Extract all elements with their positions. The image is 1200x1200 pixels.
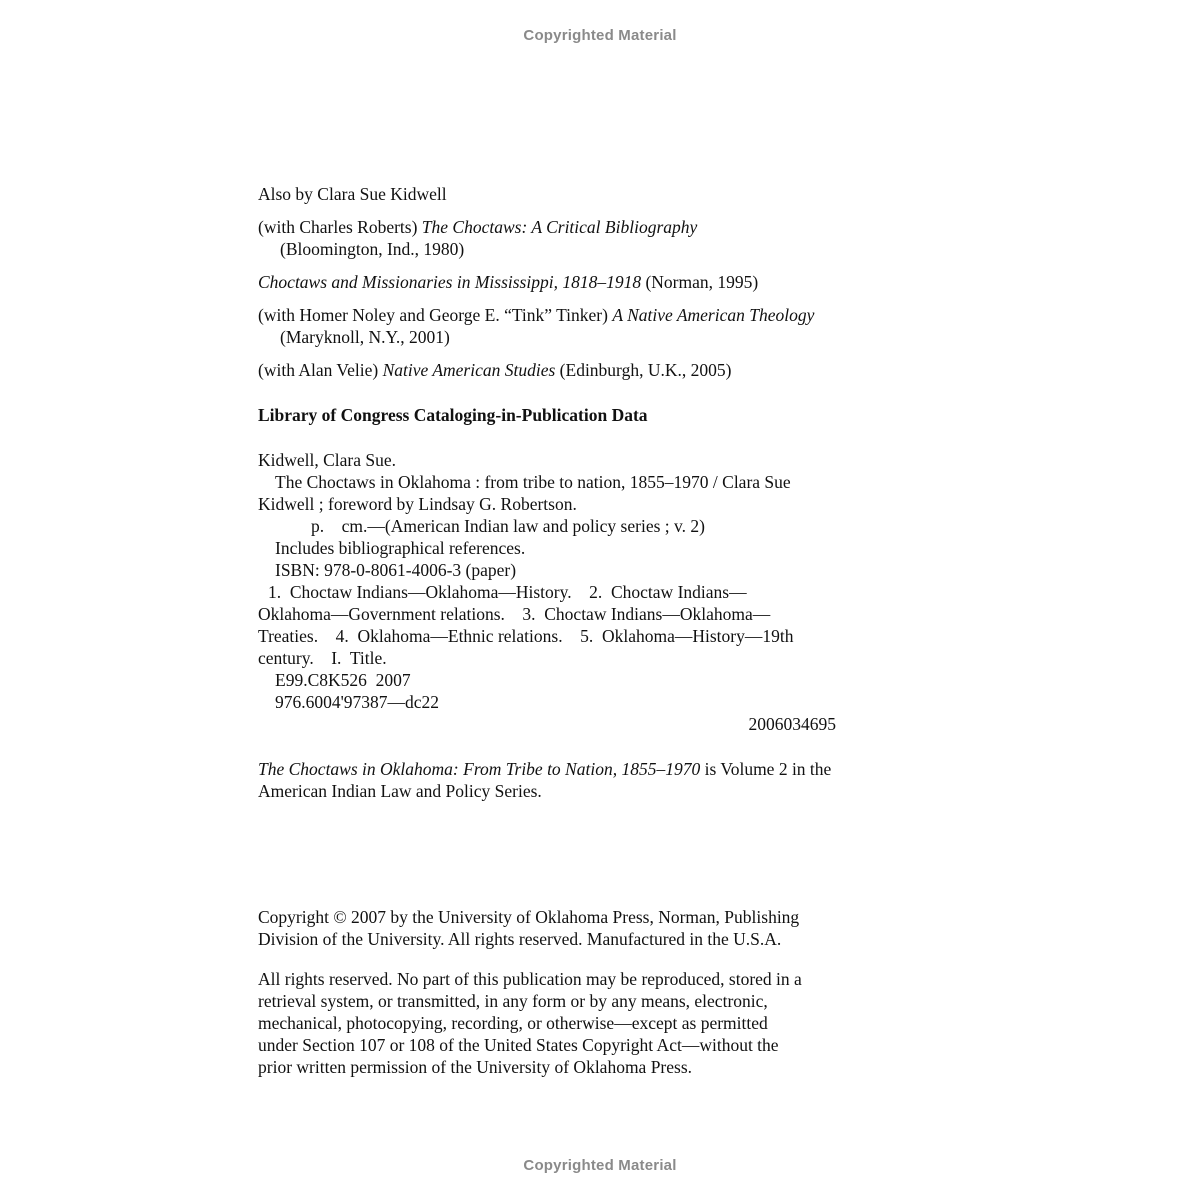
copyright-watermark-bottom: Copyrighted Material xyxy=(523,1157,677,1174)
work-title: Choctaws and Missionaries in Mississippi, 1818–1918 xyxy=(258,272,642,292)
cip-line: p. cm.—(American Indian law and policy series ; v. 2) xyxy=(311,516,705,536)
series-note xyxy=(258,758,898,802)
work-imprint: (Bloomington, Ind., 1980) xyxy=(280,239,465,259)
cip-line: Kidwell ; foreword by Lindsay G. Robertson. xyxy=(258,494,577,514)
copyright-line: Division of the University. All rights reserved. Manufactured in the U.S.A. xyxy=(258,929,782,949)
also-by-work-2 xyxy=(258,271,898,293)
also-by-work-3 xyxy=(258,304,898,348)
rights-line: prior written permission of the University of Oklahoma Press. xyxy=(258,1057,693,1077)
also-by-heading: Also by Clara Sue Kidwell xyxy=(258,184,447,204)
cip-line: Oklahoma—Government relations. 3. Choctaw Indians—Oklahoma— xyxy=(258,604,771,624)
cip-line: 976.6004'97387—dc22 xyxy=(275,692,440,712)
work-title: Native American Studies xyxy=(382,360,556,380)
copyright-line: Copyright © 2007 by the University of Oklahoma Press, Norman, Publishing xyxy=(258,907,800,927)
work-credit: (with Charles Roberts) xyxy=(258,217,422,237)
cip-line: Includes bibliographical references. xyxy=(275,538,526,558)
copyright-notice xyxy=(258,906,898,950)
work-credit: (with Homer Noley and George E. “Tink” Tinker) xyxy=(258,305,613,325)
copyright-page xyxy=(258,183,898,1078)
also-by-work-1 xyxy=(258,216,898,260)
work-title: A Native American Theology xyxy=(612,305,815,325)
rights-notice xyxy=(258,968,898,1078)
work-title: The Choctaws: A Critical Bibliography xyxy=(421,217,698,237)
work-imprint: (Maryknoll, N.Y., 2001) xyxy=(280,327,450,347)
series-note-text: American Indian Law and Policy Series. xyxy=(258,781,542,801)
cip-line: Treaties. 4. Oklahoma—Ethnic relations. 5. Oklahoma—History—19th xyxy=(258,626,794,646)
work-imprint: (Edinburgh, U.K., 2005) xyxy=(555,360,732,380)
rights-line: All rights reserved. No part of this publication may be reproduced, stored in a xyxy=(258,969,802,989)
lccn-number: 2006034695 xyxy=(748,714,836,734)
cip-block xyxy=(258,449,898,735)
also-by-work-4 xyxy=(258,359,898,381)
series-note-text: is Volume 2 in the xyxy=(700,759,832,779)
cip-line: 1. Choctaw Indians—Oklahoma—History. 2. Choctaw Indians— xyxy=(268,582,747,602)
cip-line: E99.C8K526 2007 xyxy=(275,670,411,690)
cip-line: The Choctaws in Oklahoma : from tribe to nation, 1855–1970 / Clara Sue xyxy=(275,472,791,492)
rights-line: mechanical, photocopying, recording, or otherwise—except as permitted xyxy=(258,1013,768,1033)
cip-line: century. I. Title. xyxy=(258,648,387,668)
cip-heading: Library of Congress Cataloging-in-Publication Data xyxy=(258,405,648,425)
work-credit: (with Alan Velie) xyxy=(258,360,383,380)
rights-line: under Section 107 or 108 of the United States Copyright Act—without the xyxy=(258,1035,779,1055)
copyright-watermark-top: Copyrighted Material xyxy=(523,27,677,44)
cip-line: Kidwell, Clara Sue. xyxy=(258,450,397,470)
work-imprint: (Norman, 1995) xyxy=(641,272,759,292)
series-book-title: The Choctaws in Oklahoma: From Tribe to Nation, 1855–1970 xyxy=(258,759,701,779)
cip-line: ISBN: 978-0-8061-4006-3 (paper) xyxy=(275,560,517,580)
rights-line: retrieval system, or transmitted, in any form or by any means, electronic, xyxy=(258,991,768,1011)
